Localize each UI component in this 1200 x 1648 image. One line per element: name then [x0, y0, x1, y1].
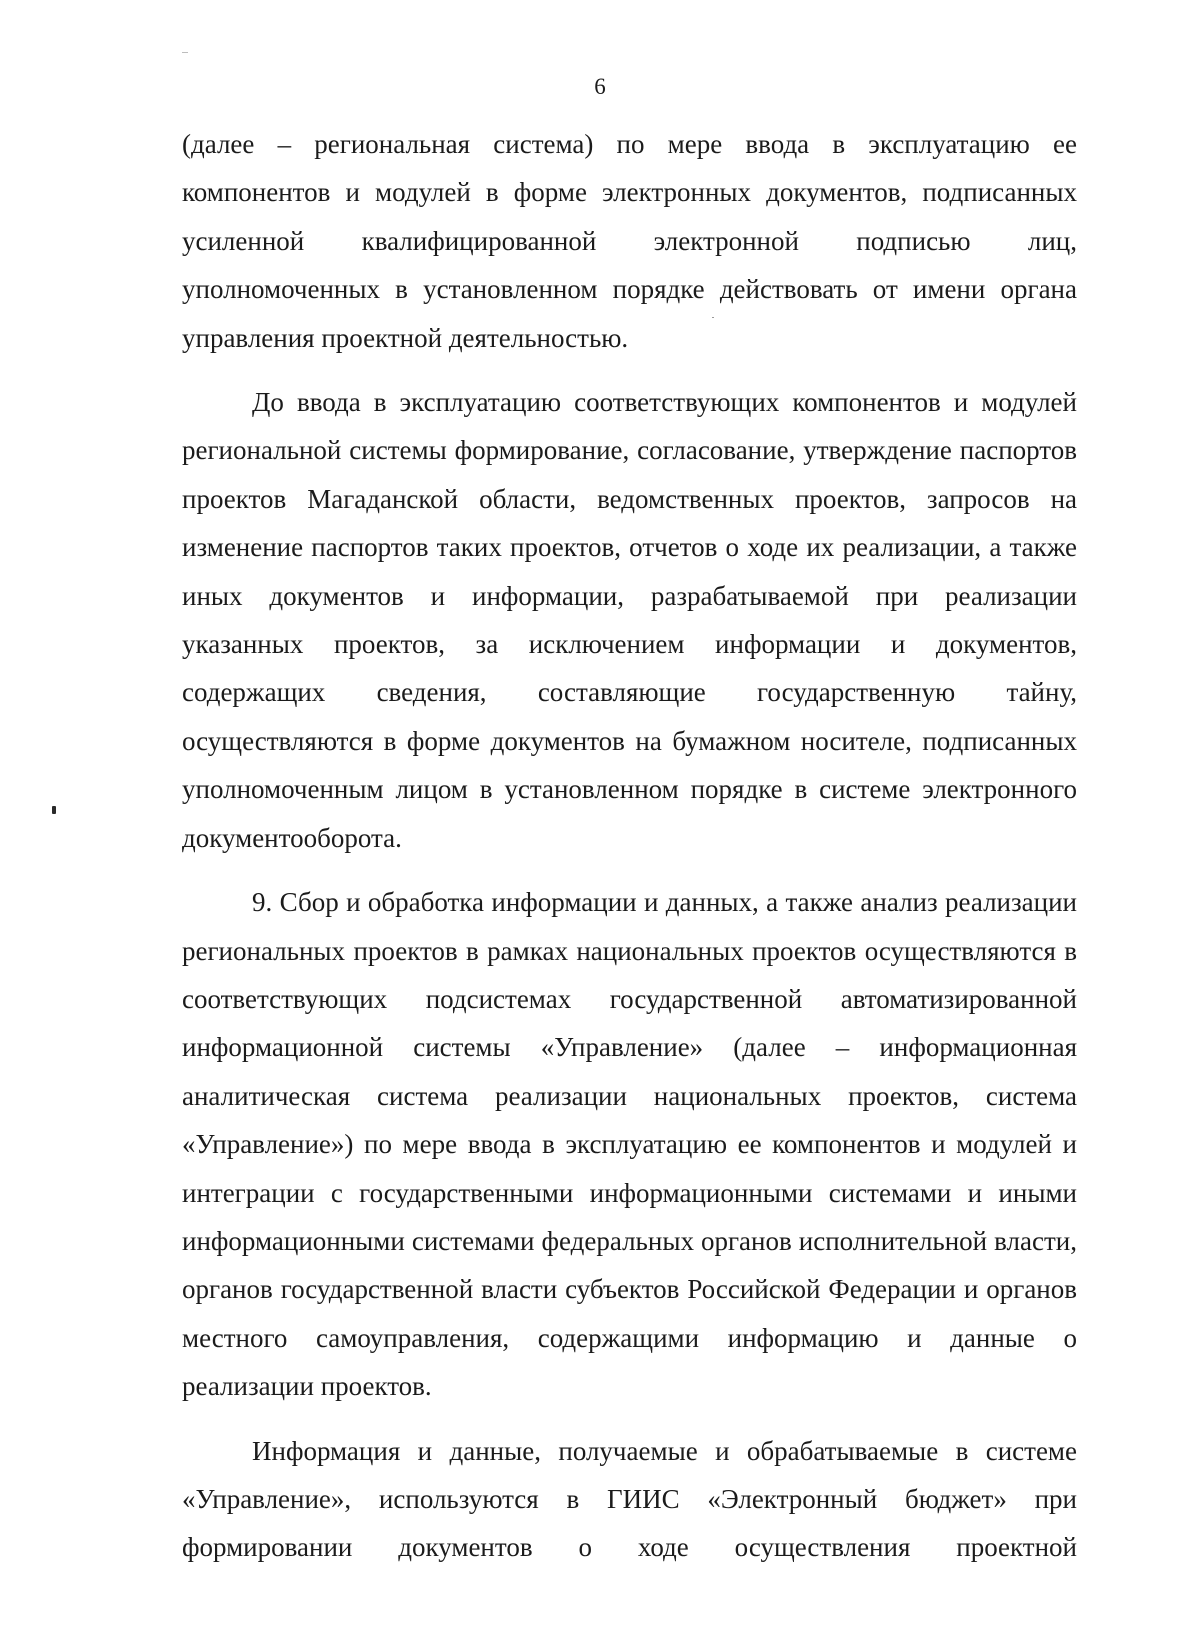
scan-artifact-mark	[52, 806, 56, 814]
paragraph-before-commissioning: До ввода в эксплуатацию соответствующих компонентов и модулей региональной системы формирование, согласование, утверждение паспортов проектов Магаданской области, ведомственных проектов, запросов на изменение паспортов таких проектов, отчетов о ходе их реализации, а также иных документов и информации, разрабатываемой при реализации указанных проектов, за исключением информации и документов, содержащих сведения, составляющие государственную тайну, осуществляются в форме документов на бумажном носителе, подписанных уполномоченным лицом в установленном порядке в системе электронного документооборота.	[182, 387, 1077, 853]
paragraph-continuation: (далее – региональная система) по мере ввода в эксплуатацию ее компонентов и модулей в форме электронных документов, подписанных усиленной квалифицированной электронной подписью лиц, уполномоченных в установленном порядке действовать от имени органа управления проектной деятельностью.	[182, 129, 1077, 353]
paragraph-item-9: 9. Сбор и обработка информации и данных, а также анализ реализации региональных проектов в рамках национальных проектов осуществляются в соответствующих подсистемах государственной автоматизированной информационной системы «Управление» (далее – информационная аналитическая система реализации национальных проектов, система «Управление») по мере ввода в эксплуатацию ее компонентов и модулей и интеграции с государственными информационными системами и иными информационными системами федеральных органов исполнительной власти, органов государственной власти субъектов Российской Федерации и органов местного самоуправления, содержащими информацию и данные о реализации проектов.	[182, 887, 1077, 1402]
page-number: 6	[594, 74, 606, 99]
document-body	[182, 120, 1077, 1572]
scan-artifact-dot	[712, 317, 714, 318]
paragraph-information-usage: Информация и данные, получаемые и обрабатываемые в системе «Управление», используются в ГИИС «Электронный бюджет» при формировании документов о ходе осуществления проектной	[182, 1435, 1077, 1563]
scan-artifact-tick	[182, 52, 188, 53]
